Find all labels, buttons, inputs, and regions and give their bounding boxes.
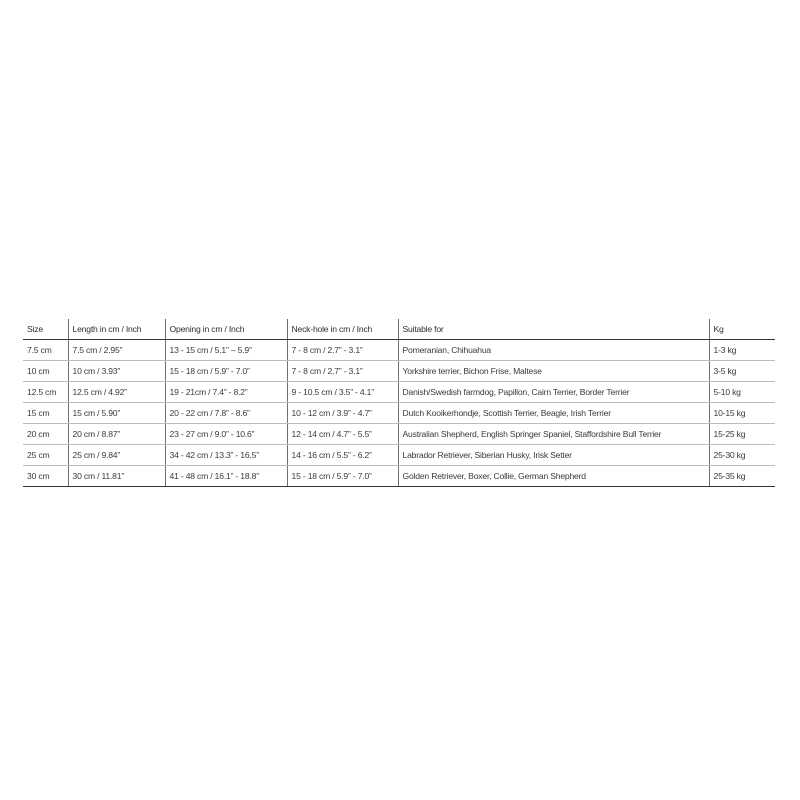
cell-neck-hole: 12 - 14 cm / 4.7” - 5.5” <box>287 424 398 445</box>
cell-neck-hole: 9 - 10.5 cm / 3.5” - 4.1” <box>287 382 398 403</box>
header-suitable-for: Suitable for <box>398 319 709 340</box>
cell-size: 7.5 cm <box>23 340 68 361</box>
cell-kg: 15-25 kg <box>709 424 775 445</box>
header-size: Size <box>23 319 68 340</box>
cell-opening: 41 - 48 cm / 16.1” - 18.8” <box>165 466 287 487</box>
table-row <box>23 403 775 424</box>
cell-neck-hole: 10 - 12 cm / 3.9” - 4.7” <box>287 403 398 424</box>
header-opening: Opening in cm / Inch <box>165 319 287 340</box>
table-row <box>23 445 775 466</box>
cell-opening: 23 - 27 cm / 9.0” - 10.6” <box>165 424 287 445</box>
cell-length: 15 cm / 5.90” <box>68 403 165 424</box>
cell-size: 30 cm <box>23 466 68 487</box>
cell-kg: 25-35 kg <box>709 466 775 487</box>
cell-suitable-for: Yorkshire terrier, Bichon Frise, Maltese <box>398 361 709 382</box>
cell-kg: 10-15 kg <box>709 403 775 424</box>
table-row <box>23 361 775 382</box>
cell-suitable-for: Dutch Kooikerhondje, Scottish Terrier, Beagle, Irish Terrier <box>398 403 709 424</box>
table-row <box>23 424 775 445</box>
header-neck-hole: Neck-hole in cm / Inch <box>287 319 398 340</box>
cell-size: 15 cm <box>23 403 68 424</box>
cell-neck-hole: 7 - 8 cm / 2.7” - 3.1” <box>287 361 398 382</box>
cell-suitable-for: Golden Retriever, Boxer, Collie, German Shepherd <box>398 466 709 487</box>
cell-kg: 5-10 kg <box>709 382 775 403</box>
cell-opening: 34 - 42 cm / 13.3” - 16.5” <box>165 445 287 466</box>
cell-length: 12.5 cm / 4.92” <box>68 382 165 403</box>
size-table <box>23 319 775 487</box>
cell-suitable-for: Labrador Retriever, Siberian Husky, Irisk Setter <box>398 445 709 466</box>
cell-length: 10 cm / 3.93” <box>68 361 165 382</box>
cell-suitable-for: Australian Shepherd, English Springer Spaniel, Staffordshire Bull Terrier <box>398 424 709 445</box>
cell-size: 20 cm <box>23 424 68 445</box>
cell-size: 12.5 cm <box>23 382 68 403</box>
cell-suitable-for: Danish/Swedish farmdog, Papillon, Cairn Terrier, Border Terrier <box>398 382 709 403</box>
header-kg: Kg <box>709 319 775 340</box>
table-row <box>23 340 775 361</box>
cell-opening: 15 - 18 cm / 5.9” - 7.0” <box>165 361 287 382</box>
cell-opening: 13 - 15 cm / 5.1” – 5.9” <box>165 340 287 361</box>
cell-size: 25 cm <box>23 445 68 466</box>
cell-opening: 19 - 21cm / 7.4” - 8.2” <box>165 382 287 403</box>
table-row <box>23 382 775 403</box>
cell-length: 20 cm / 8.87” <box>68 424 165 445</box>
cell-opening: 20 - 22 cm / 7.8” - 8.6” <box>165 403 287 424</box>
cell-neck-hole: 14 - 16 cm / 5.5” - 6.2” <box>287 445 398 466</box>
cell-suitable-for: Pomeranian, Chihuahua <box>398 340 709 361</box>
cell-length: 30 cm / 11.81” <box>68 466 165 487</box>
cell-neck-hole: 15 - 18 cm / 5.9” - 7.0” <box>287 466 398 487</box>
cell-length: 25 cm / 9.84” <box>68 445 165 466</box>
size-chart <box>23 319 775 487</box>
cell-length: 7.5 cm / 2.95” <box>68 340 165 361</box>
cell-kg: 25-30 kg <box>709 445 775 466</box>
cell-size: 10 cm <box>23 361 68 382</box>
cell-kg: 3-5 kg <box>709 361 775 382</box>
header-row <box>23 319 775 340</box>
cell-neck-hole: 7 - 8 cm / 2.7” - 3.1” <box>287 340 398 361</box>
table-row <box>23 466 775 487</box>
header-length: Length in cm / Inch <box>68 319 165 340</box>
cell-kg: 1-3 kg <box>709 340 775 361</box>
